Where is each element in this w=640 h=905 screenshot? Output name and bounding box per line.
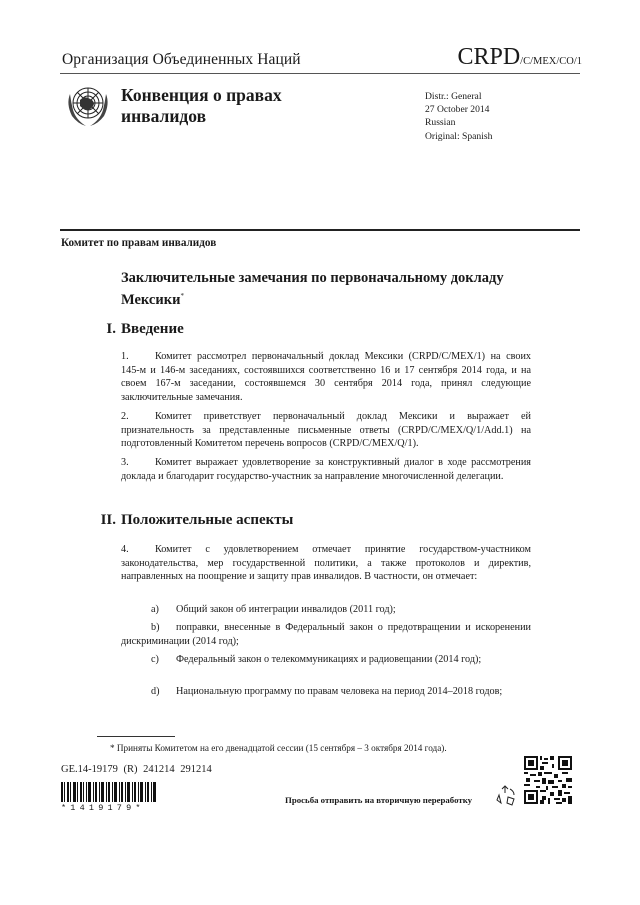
recycle-icon	[496, 785, 516, 807]
symbol-suffix: /C/MEX/CO/1	[520, 56, 582, 67]
job-number: GE.14-19179 (R) 241214 291214	[61, 764, 212, 775]
section-number: I.	[106, 321, 116, 337]
list-label: b)	[151, 622, 160, 633]
list-label: a)	[151, 604, 159, 615]
distribution-block	[425, 90, 492, 143]
list-item-b	[121, 621, 531, 648]
paragraph-1	[121, 350, 531, 404]
paragraph-text: Комитет выражает удовлетворение за конструктивный диалог в ходе рассмотрения доклада и благодарит государство-участник за направление многочисленной делегации.	[121, 457, 531, 482]
un-emblem-icon	[62, 80, 114, 130]
paragraph-3	[121, 456, 531, 483]
title-divider	[60, 229, 580, 231]
paragraph-text: Комитет приветствует первоначальный доклад Мексики и выражает ей признательность за представленные письменные ответы (CRPD/C/MEX/Q/1/Add.1) на подготовленный Комитетом перечень вопросов (CRPD/C/MEX/Q/1).	[121, 411, 531, 450]
paragraph-number: 1.	[121, 351, 129, 362]
document-title-text: Заключительные замечания по первоначальному докладу Мексики	[121, 270, 504, 308]
paragraph-number: 2.	[121, 411, 129, 422]
barcode-icon	[61, 782, 156, 802]
list-label: c)	[151, 654, 159, 665]
section-title: Положительные аспекты	[121, 512, 294, 528]
footnote-marker: *	[180, 292, 184, 300]
recycle-notice: Просьба отправить на вторичную переработку	[285, 795, 473, 805]
footnote-divider	[97, 736, 175, 737]
original-line: Original: Spanish	[425, 130, 493, 142]
footnote: * Приняты Комитетом на его двенадцатой сессии (15 сентября – 3 октября 2014 года).	[110, 743, 447, 753]
list-text: Национальную программу по правам человека на период 2014–2018 годов;	[176, 686, 503, 697]
list-item-c	[121, 653, 531, 667]
list-text: Федеральный закон о телекоммуникациях и радиовещании (2014 год);	[176, 654, 482, 665]
language-line: Russian	[425, 117, 456, 129]
list-item-d	[121, 685, 531, 699]
qr-code-icon	[524, 756, 572, 804]
paragraph-text: Комитет рассмотрел первоначальный доклад Мексики (CRPD/C/MEX/1) на своих 145-м и 146-м заседаниях, состоявшихся соответственно 16 и 17 сентября 2014 года, и на своем 167-м заседании, состоявшемся 30 сентября 2014 года, принял следующие заключительные замечания.	[121, 351, 531, 403]
barcode-number: *1419179*	[61, 803, 145, 813]
list-text: поправки, внесенные в Федеральный закон о предотвращении и искоренении дискриминации (2014 год);	[121, 622, 531, 647]
paragraph-text: Комитет с удовлетворением отмечает принятие государством-участником законодательства, мер государственной политики, а также протоколов и директив, направленных на поощрение и защиту прав инвалидов. В частности, он отмечает:	[121, 544, 531, 583]
paragraph-4	[121, 543, 531, 584]
convention-title: Конвенция о правах инвалидов	[121, 85, 282, 126]
paragraph-number: 3.	[121, 457, 129, 468]
list-item-a	[121, 603, 531, 617]
paragraph-number: 4.	[121, 544, 129, 555]
document-symbol	[457, 44, 582, 71]
header-divider	[60, 73, 580, 74]
organization-name: Организация Объединенных Наций	[62, 51, 301, 68]
symbol-main: CRPD	[457, 44, 521, 70]
document-title	[121, 269, 521, 309]
section-title: Введение	[121, 321, 184, 337]
paragraph-2	[121, 410, 531, 451]
distr-line: Distr.: General	[425, 91, 482, 102]
list-text: Общий закон об интеграции инвалидов (2011 год);	[176, 604, 396, 615]
committee-name: Комитет по правам инвалидов	[61, 237, 217, 249]
date-line: 27 October 2014	[425, 104, 490, 116]
list-label: d)	[151, 686, 160, 697]
section-number: II.	[100, 512, 116, 528]
